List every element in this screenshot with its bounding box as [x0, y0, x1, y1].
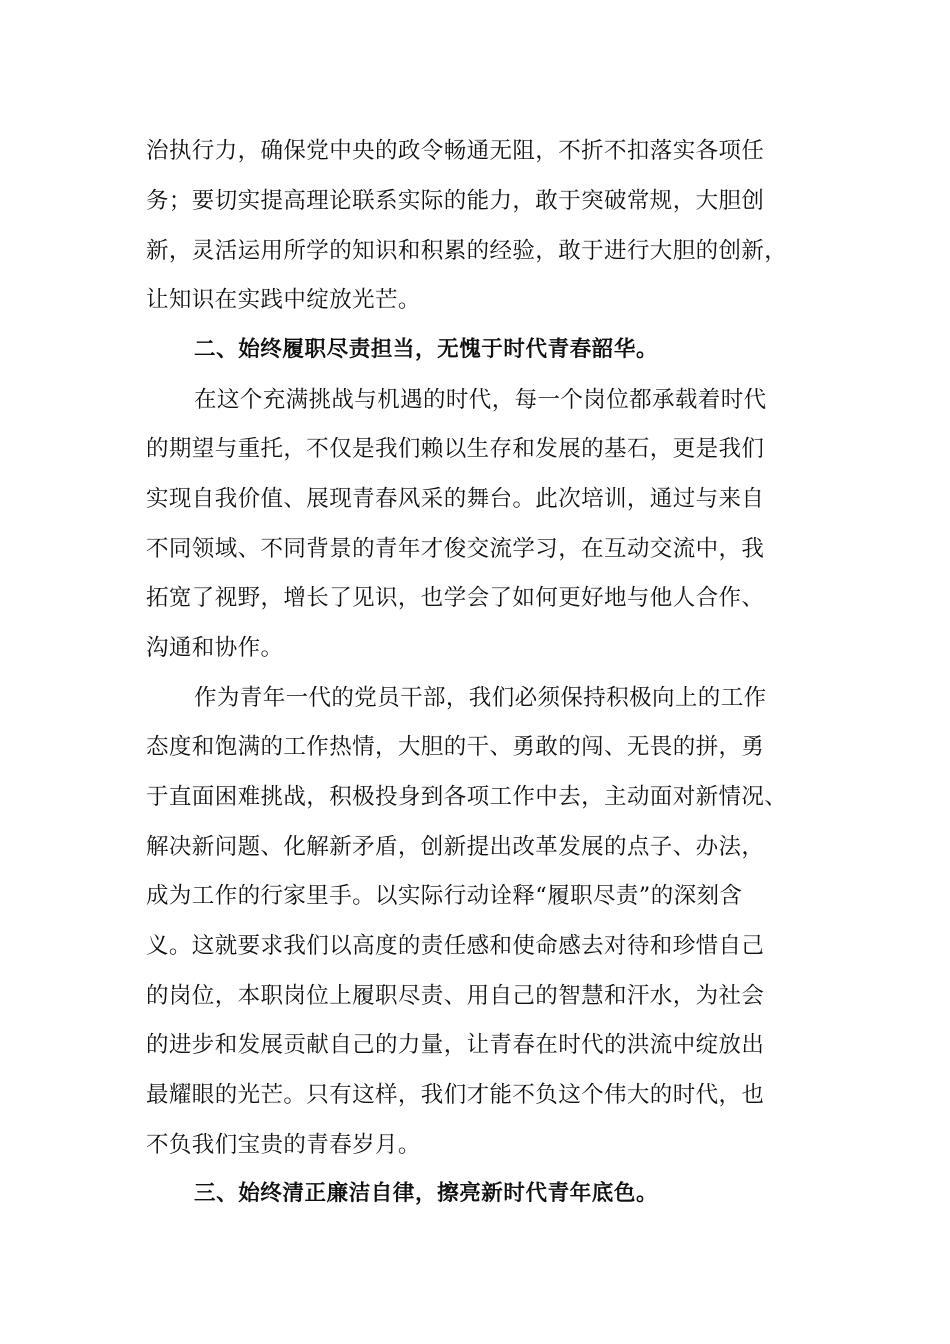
body-text-line: 于直面困难挑战，积极投身到各项工作中去，主动面对新情况、: [146, 784, 788, 810]
body-text-line: 实现自我价值、展现青春风采的舞台。此次培训，通过与来自: [146, 486, 765, 512]
body-text-line: 作为青年一代的党员干部，我们必须保持积极向上的工作: [194, 685, 767, 711]
body-text-line: 务；要切实提高理论联系实际的能力，敢于突破常规，大胆创: [146, 188, 765, 214]
body-text-line: 不负我们宝贵的青春岁月。: [146, 1132, 421, 1158]
body-text-line: 沟通和协作。: [146, 635, 284, 661]
body-text-line: 拓宽了视野，增长了见识，也学会了如何更好地与他人合作、: [146, 585, 765, 611]
section-heading-2: 二、始终履职尽责担当，无愧于时代青春韶华。: [194, 337, 659, 362]
body-text-line: 态度和饱满的工作热情，大胆的干、勇敢的闯、无畏的拼，勇: [146, 734, 765, 760]
body-text-line: 最耀眼的光芒。只有这样，我们才能不负这个伟大的时代，也: [146, 1082, 765, 1108]
body-text-line: 的岗位，本职岗位上履职尽责、用自己的智慧和汗水，为社会: [146, 983, 765, 1009]
section-heading-3: 三、始终清正廉洁自律，擦亮新时代青年底色。: [194, 1181, 659, 1206]
body-text-line: 的进步和发展贡献自己的力量，让青春在时代的洪流中绽放出: [146, 1032, 765, 1058]
body-text-line: 在这个充满挑战与机遇的时代，每一个岗位都承载着时代: [194, 387, 767, 413]
body-text-line: 不同领域、不同背景的青年才俊交流学习，在互动交流中，我: [146, 536, 765, 562]
body-text-line: 新，灵活运用所学的知识和积累的经验，敢于进行大胆的创新，: [146, 238, 788, 264]
body-text-line: 的期望与重托，不仅是我们赖以生存和发展的基石，更是我们: [146, 436, 765, 462]
body-text-line: 解决新问题、化解新矛盾，创新提出改革发展的点子、办法，: [146, 834, 765, 860]
body-text-line: 让知识在实践中绽放光芒。: [146, 287, 421, 313]
body-text-line: 成为工作的行家里手。以实际行动诠释“履职尽责”的深刻含: [146, 883, 743, 909]
body-text-line: 义。这就要求我们以高度的责任感和使命感去对待和珍惜自己: [146, 933, 765, 959]
body-text-line: 治执行力，确保党中央的政令畅通无阻，不折不扣落实各项任: [146, 138, 765, 164]
